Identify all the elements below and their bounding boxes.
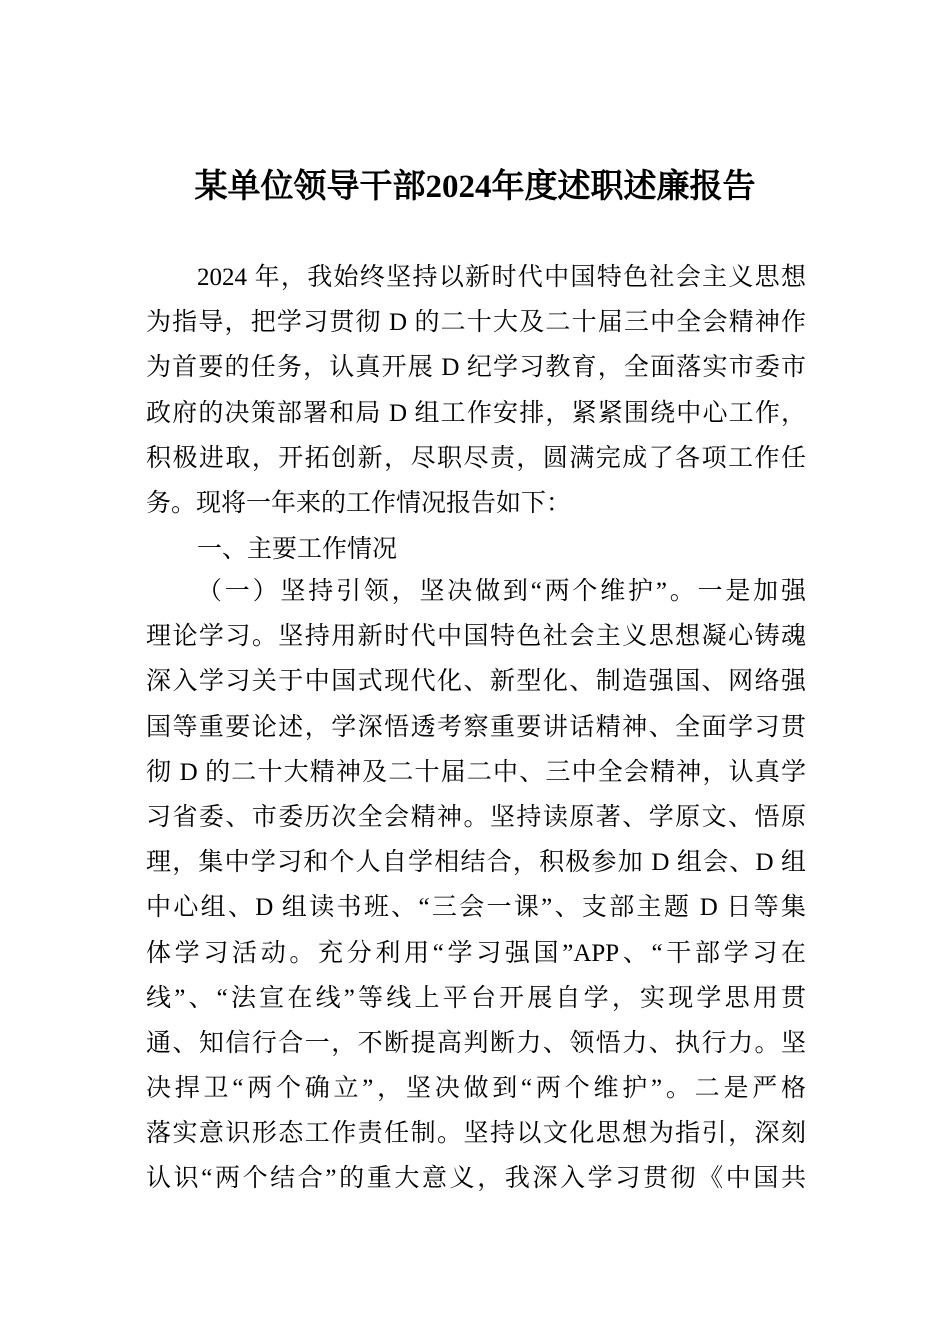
text-line: 2024 年，我始终坚持以新时代中国特色社会主义思想 <box>197 264 806 291</box>
intro-paragraph <box>146 255 806 526</box>
text-line: 中心组、D 组读书班、“三会一课”、支部主题 D 日等集 <box>146 894 806 922</box>
text-line: 理论学习。坚持用新时代中国特色社会主义思想凝心铸魂 <box>146 623 806 651</box>
text-line: 为首要的任务，认真开展 D 纪学习教育，全面落实市委市 <box>146 354 806 382</box>
text-line: 政府的决策部署和局 D 组工作安排，紧紧围绕中心工作， <box>146 399 806 427</box>
text-line: 积极进取，开拓创新，尽职尽责，圆满完成了各项工作任 <box>146 444 806 472</box>
text-line: 决捍卫“两个确立”，坚决做到“两个维护”。二是严格 <box>146 1075 806 1103</box>
text-line: 通、知信行合一，不断提高判断力、领悟力、执行力。坚 <box>146 1029 806 1057</box>
text-line: 国等重要论述，学深悟透考察重要讲话精神、全面学习贯 <box>146 713 806 741</box>
text-line: 习省委、市委历次全会精神。坚持读原著、学原文、悟原 <box>146 803 806 831</box>
text-line: 为指导，把学习贯彻 D 的二十大及二十届三中全会精神作 <box>146 309 806 337</box>
text-line: （一）坚持引领，坚决做到“两个维护”。一是加强 <box>197 578 806 605</box>
text-line: 深入学习关于中国式现代化、新型化、制造强国、网络强 <box>146 668 806 696</box>
text-line: 务。现将一年来的工作情况报告如下： <box>146 489 572 517</box>
text-line: 理，集中学习和个人自学相结合，积极参加 D 组会、D 组 <box>146 849 806 877</box>
body-paragraph <box>146 569 806 1202</box>
text-line: 认识“两个结合”的重大意义，我深入学习贯彻《中国共 <box>146 1165 806 1193</box>
text-line: 体学习活动。充分利用“学习强国”APP、“干部学习在 <box>146 939 806 967</box>
section-heading: 一、主要工作情况 <box>197 534 398 563</box>
text-line: 彻 D 的二十大精神及二十届二中、三中全会精神，认真学 <box>146 758 806 786</box>
text-line: 落实意识形态工作责任制。坚持以文化思想为指引，深刻 <box>146 1120 806 1148</box>
text-line: 线”、“法宣在线”等线上平台开展自学，实现学思用贯 <box>146 984 806 1012</box>
document-title: 某单位领导干部2024年度述职述廉报告 <box>194 169 756 205</box>
